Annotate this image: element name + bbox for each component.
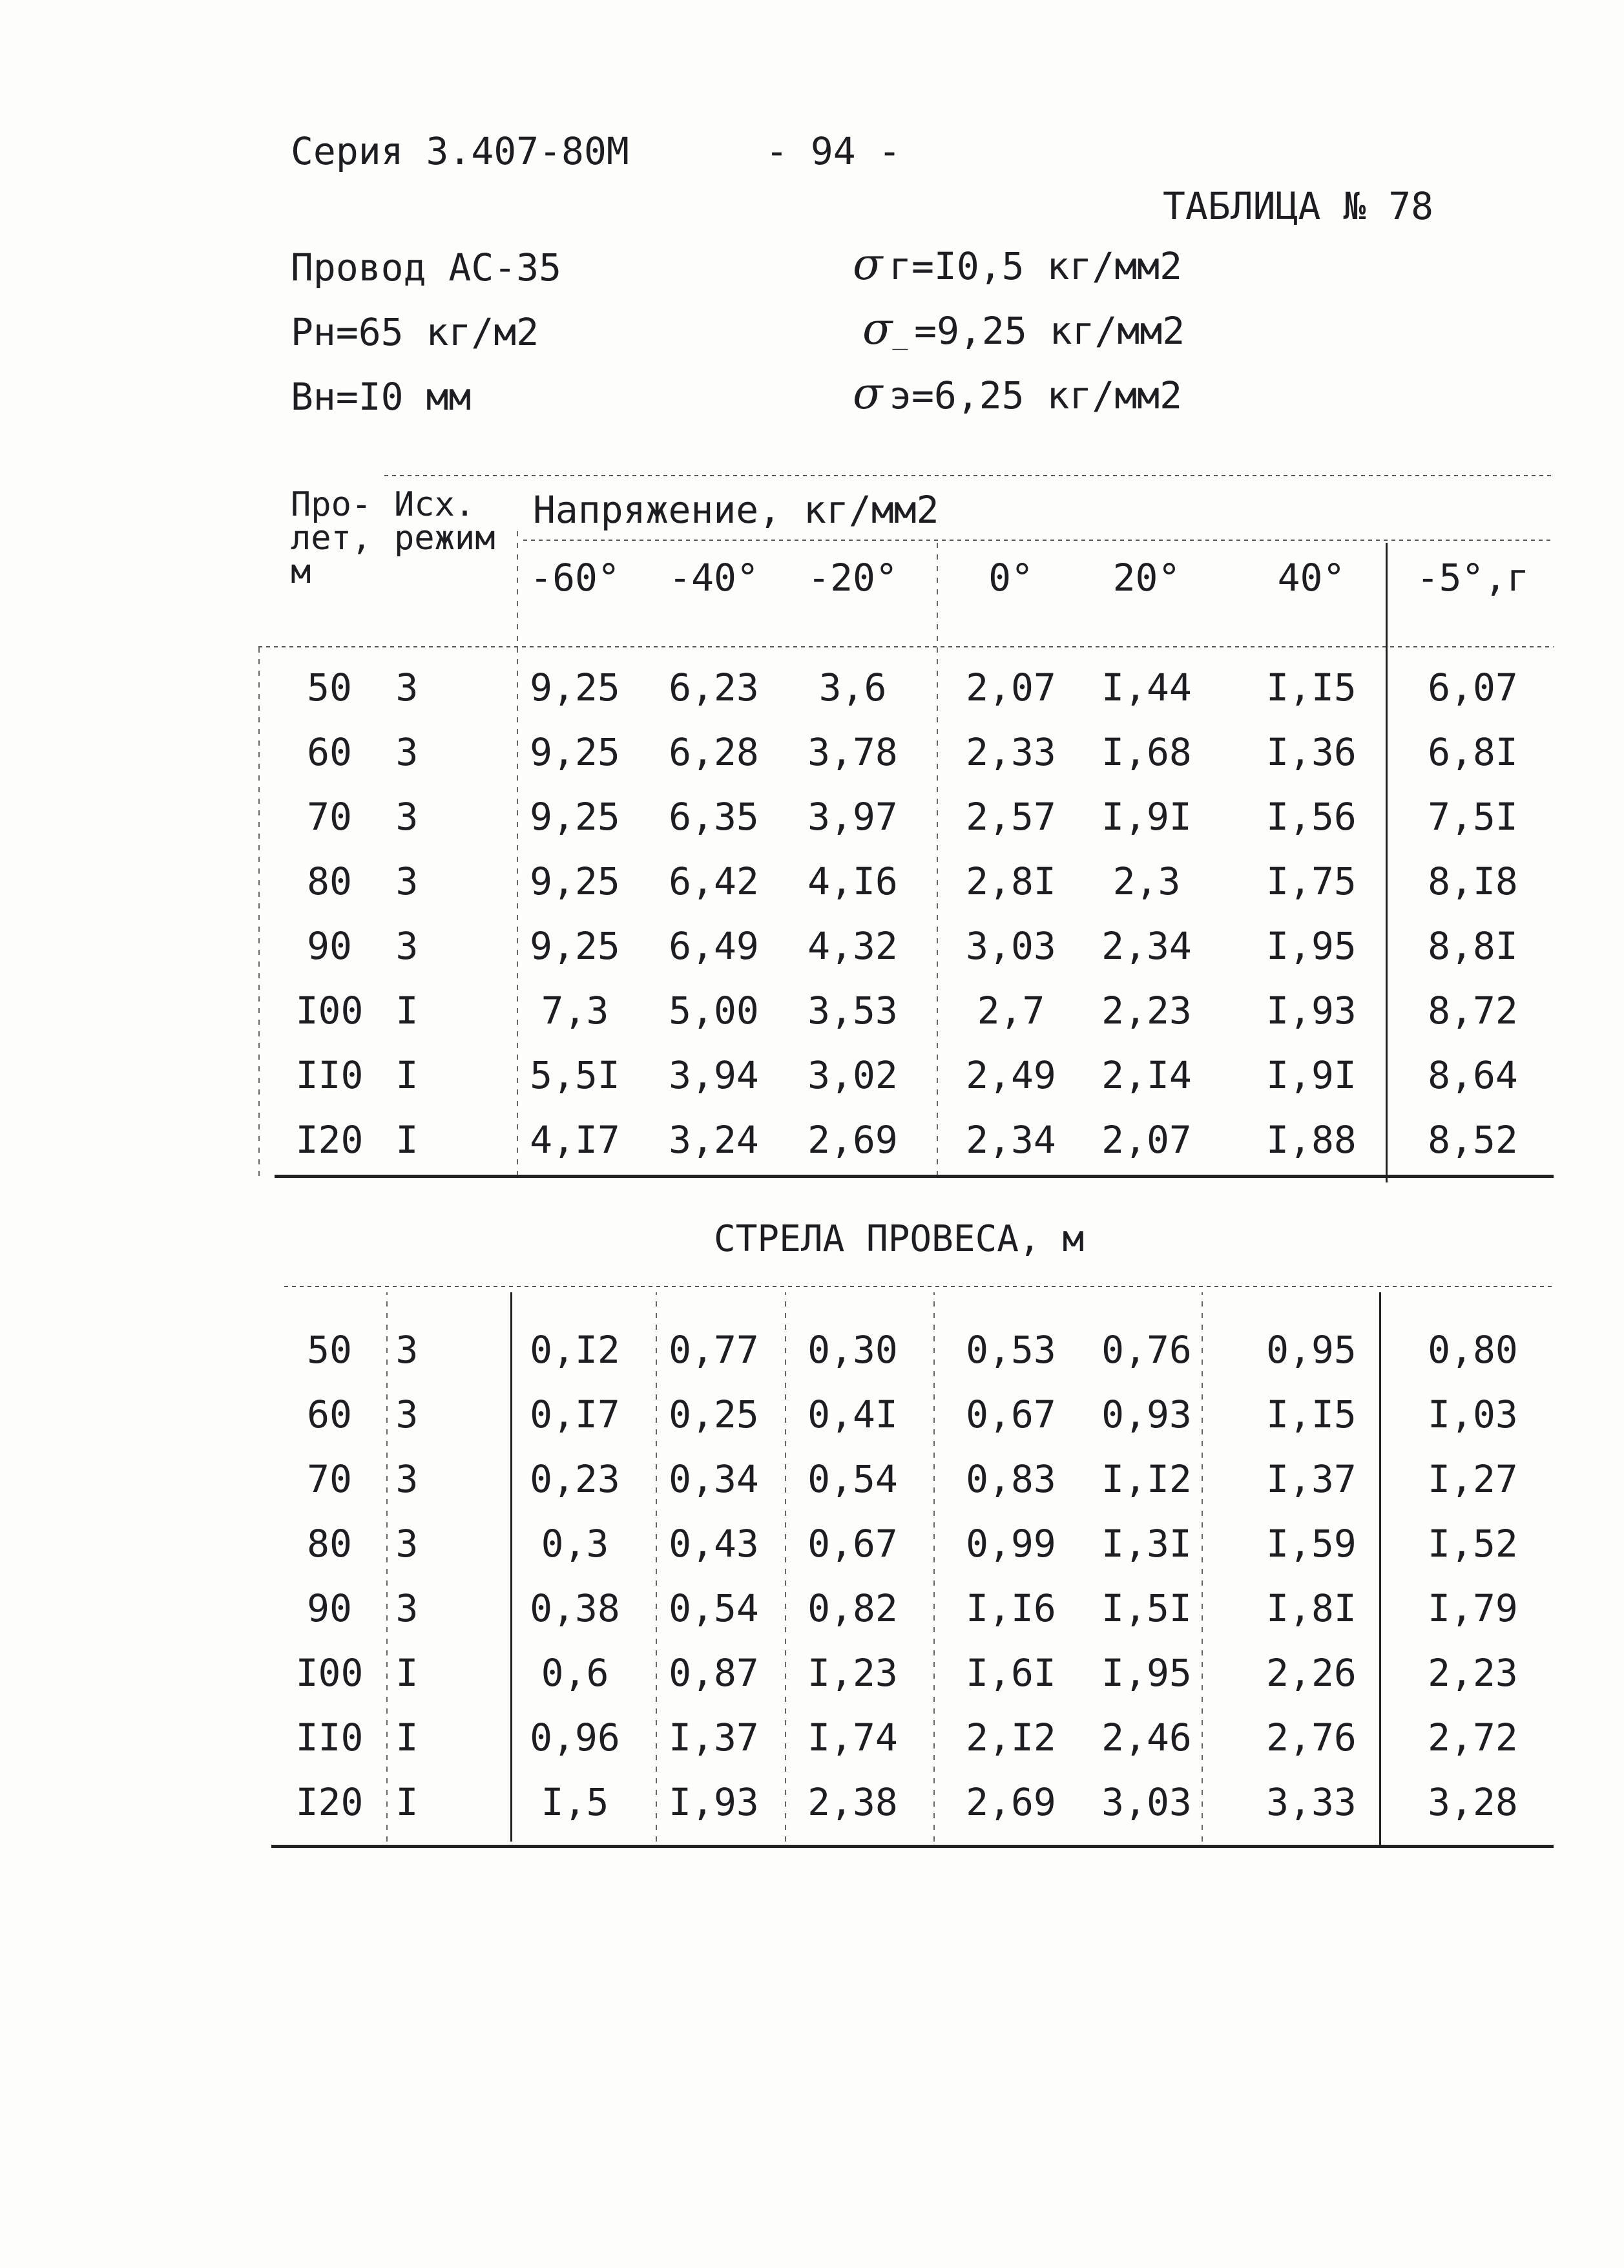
table-cell: I,74 (807, 1716, 898, 1759)
table-cell: 2,46 (1101, 1716, 1192, 1759)
table-cell: 70 (307, 1457, 352, 1501)
table-cell: 9,25 (530, 924, 620, 968)
table-cell: I,93 (1266, 989, 1357, 1033)
col-mode-header: Исх. режим (394, 485, 495, 558)
sigma-e (853, 368, 1182, 419)
table-cell: 3 (395, 1328, 419, 1372)
table-cell: 2,76 (1266, 1716, 1357, 1759)
table-cell: 0,54 (669, 1586, 759, 1630)
table-cell: I (395, 989, 419, 1033)
table-cell: 0,6 (541, 1651, 609, 1695)
table-cell: 3 (395, 1457, 419, 1501)
stress-table-bottom-rule (275, 1175, 1554, 1178)
table-cell: I,95 (1101, 1651, 1192, 1695)
wire-label: Провод АС-35 (291, 246, 562, 289)
temp-header: 20° (1112, 556, 1181, 600)
temp-header: -60° (530, 556, 620, 600)
table-cell: 0,77 (669, 1328, 759, 1372)
table-cell: I,6I (966, 1651, 1056, 1695)
table-cell: 3 (395, 666, 419, 709)
sigma-min-value: =9,25 кг/мм2 (914, 309, 1185, 353)
table-cell: 0,80 (1428, 1328, 1518, 1372)
table-cell: 0,67 (966, 1392, 1056, 1436)
col-separator (785, 1292, 786, 1842)
sigma-e-value: э=6,25 кг/мм2 (889, 373, 1183, 417)
table-cell: 6,35 (669, 795, 759, 839)
col-separator (510, 1292, 512, 1842)
table-cell: I,5I (1101, 1586, 1192, 1630)
table-top-rule (384, 475, 1554, 476)
table-cell: 8,52 (1428, 1118, 1518, 1162)
table-cell: 0,23 (530, 1457, 620, 1501)
table-cell: 50 (307, 1328, 352, 1372)
table-cell: 0,67 (807, 1522, 898, 1566)
table-cell: 0,54 (807, 1457, 898, 1501)
table-cell: 3 (395, 730, 419, 774)
table-cell: 3 (395, 795, 419, 839)
table-cell: I,59 (1266, 1522, 1357, 1566)
table-cell: I,I5 (1266, 1392, 1357, 1436)
table-cell: I,75 (1266, 859, 1357, 903)
table-cell: I,52 (1428, 1522, 1518, 1566)
table-cell: 0,76 (1101, 1328, 1192, 1372)
table-cell: I,56 (1266, 795, 1357, 839)
table-cell: 6,49 (669, 924, 759, 968)
table-cell: I (395, 1053, 419, 1097)
table-cell: 2,33 (966, 730, 1056, 774)
table-cell: 80 (307, 1522, 352, 1566)
table-cell: 8,72 (1428, 989, 1518, 1033)
table-cell: 3 (395, 1392, 419, 1436)
table-cell: 0,95 (1266, 1328, 1357, 1372)
sigma-min: σ_ =9,25 кг/мм2 (862, 304, 1185, 355)
table-cell: I,36 (1266, 730, 1357, 774)
table-cell: 2,I2 (966, 1716, 1056, 1759)
table-cell: I,5 (541, 1780, 609, 1824)
table-cell: 3 (395, 924, 419, 968)
temp-header: 40° (1277, 556, 1346, 600)
table-cell: I,3I (1101, 1522, 1192, 1566)
temp-header-rule (523, 540, 1554, 541)
table-cell: 2,26 (1266, 1651, 1357, 1695)
table-cell: 0,96 (530, 1716, 620, 1759)
table-cell: 3,33 (1266, 1780, 1357, 1824)
table-cell: 4,I7 (530, 1118, 620, 1162)
bn-label: Вн=I0 мм (291, 375, 472, 419)
table-cell: 90 (307, 1586, 352, 1630)
table-cell: 0,25 (669, 1392, 759, 1436)
table-cell: I (395, 1651, 419, 1695)
table-cell: 6,23 (669, 666, 759, 709)
table-cell: 2,7 (977, 989, 1045, 1033)
table-cell: 9,25 (530, 795, 620, 839)
table-cell: I,8I (1266, 1586, 1357, 1630)
table-cell: 9,25 (530, 859, 620, 903)
table-cell: 3,24 (669, 1118, 759, 1162)
table-cell: 3,02 (807, 1053, 898, 1097)
col-separator (1379, 1292, 1381, 1848)
table-cell: 2,3 (1112, 859, 1181, 903)
table-cell: 2,34 (1101, 924, 1192, 968)
table-cell: I,37 (1266, 1457, 1357, 1501)
table-cell: 3,6 (818, 666, 887, 709)
table-cell: 50 (307, 666, 352, 709)
sag-title: СТРЕЛА ПРОВЕСА, м (714, 1218, 1085, 1260)
table-cell: 2,69 (966, 1780, 1056, 1824)
sigma-icon: σ (853, 368, 883, 419)
table-cell: I,9I (1101, 795, 1192, 839)
table-cell: 7,5I (1428, 795, 1518, 839)
table-cell: I,37 (669, 1716, 759, 1759)
table-cell: 90 (307, 924, 352, 968)
temp-header: -40° (669, 556, 759, 600)
table-cell: I20 (295, 1780, 364, 1824)
table-cell: 7,3 (541, 989, 609, 1033)
table-cell: 0,99 (966, 1522, 1056, 1566)
table-cell: 60 (307, 730, 352, 774)
table-cell: 2,I4 (1101, 1053, 1192, 1097)
sag-table-bottom-rule (271, 1845, 1554, 1848)
table-cell: 2,23 (1101, 989, 1192, 1033)
table-cell: 3,03 (1101, 1780, 1192, 1824)
table-cell: I,I5 (1266, 666, 1357, 709)
table-cell: 0,87 (669, 1651, 759, 1695)
table-cell: 5,5I (530, 1053, 620, 1097)
sigma-icon: σ (853, 239, 883, 290)
table-cell: 2,23 (1428, 1651, 1518, 1695)
table-cell: I,23 (807, 1651, 898, 1695)
table-cell: I (395, 1780, 419, 1824)
sigma-g-value: г=I0,5 кг/мм2 (889, 244, 1183, 288)
table-cell: 2,72 (1428, 1716, 1518, 1759)
table-cell: 0,82 (807, 1586, 898, 1630)
table-cell: 5,00 (669, 989, 759, 1033)
table-cell: I,03 (1428, 1392, 1518, 1436)
table-cell: 0,I2 (530, 1328, 620, 1372)
table-cell: II0 (295, 1053, 364, 1097)
table-cell: 0,53 (966, 1328, 1056, 1372)
temp-header: -20° (807, 556, 898, 600)
table-cell: 8,I8 (1428, 859, 1518, 903)
table-cell: 4,I6 (807, 859, 898, 903)
table-cell: 6,8I (1428, 730, 1518, 774)
table-cell: 3 (395, 859, 419, 903)
table-cell: 80 (307, 859, 352, 903)
table-cell: I,9I (1266, 1053, 1357, 1097)
table-cell: I00 (295, 989, 364, 1033)
table-cell: I,95 (1266, 924, 1357, 968)
col-separator (1386, 543, 1388, 1182)
sag-top-rule (284, 1286, 1554, 1287)
table-cell: I,79 (1428, 1586, 1518, 1630)
temp-header: 0° (988, 556, 1034, 600)
page-number: - 94 - (765, 129, 901, 173)
table-cell: 4,32 (807, 924, 898, 968)
table-cell: 8,64 (1428, 1053, 1518, 1097)
table-cell: 60 (307, 1392, 352, 1436)
table-cell: 3 (395, 1522, 419, 1566)
pn-label: Рн=65 кг/м2 (291, 310, 539, 354)
table-cell: 0,34 (669, 1457, 759, 1501)
table-cell: 2,07 (1101, 1118, 1192, 1162)
table-cell: 2,07 (966, 666, 1056, 709)
table-cell: 0,38 (530, 1586, 620, 1630)
table-cell: 3 (395, 1586, 419, 1630)
table-cell: 0,3 (541, 1522, 609, 1566)
table-cell: 0,83 (966, 1457, 1056, 1501)
table-cell: 9,25 (530, 730, 620, 774)
table-cell: 0,4I (807, 1392, 898, 1436)
table-cell: I,27 (1428, 1457, 1518, 1501)
col-span-header: Про- лет, м (291, 485, 372, 591)
table-cell: 0,43 (669, 1522, 759, 1566)
table-cell: 3,94 (669, 1053, 759, 1097)
table-cell: 6,42 (669, 859, 759, 903)
table-cell: I,I2 (1101, 1457, 1192, 1501)
table-cell: 8,8I (1428, 924, 1518, 968)
table-cell: I,I6 (966, 1586, 1056, 1630)
table-cell: I20 (295, 1118, 364, 1162)
series-label: Серия 3.407-80М (291, 129, 629, 173)
table-cell: 2,38 (807, 1780, 898, 1824)
table-cell: 3,03 (966, 924, 1056, 968)
table-cell: 2,49 (966, 1053, 1056, 1097)
table-cell: 0,30 (807, 1328, 898, 1372)
table-cell: I (395, 1118, 419, 1162)
table-cell: I,68 (1101, 730, 1192, 774)
col-separator (937, 543, 938, 1176)
table-cell: 70 (307, 795, 352, 839)
table-cell: I,93 (669, 1780, 759, 1824)
table-cell: 0,93 (1101, 1392, 1192, 1436)
header-bottom-rule (258, 646, 1554, 647)
table-cell: 9,25 (530, 666, 620, 709)
table-cell: 6,07 (1428, 666, 1518, 709)
table-cell: 6,28 (669, 730, 759, 774)
table-cell: 2,57 (966, 795, 1056, 839)
sigma-g (853, 239, 1182, 290)
temp-header: -5°,г (1416, 556, 1530, 600)
table-cell: 2,69 (807, 1118, 898, 1162)
table-cell: 3,28 (1428, 1780, 1518, 1824)
table-cell: 3,53 (807, 989, 898, 1033)
table-cell: I (395, 1716, 419, 1759)
table-cell: I00 (295, 1651, 364, 1695)
sigma-icon: σ (862, 304, 893, 355)
table-cell: II0 (295, 1716, 364, 1759)
table-number: ТАБЛИЦА № 78 (1163, 184, 1434, 228)
col-separator (933, 1292, 935, 1842)
left-margin-rule (258, 646, 260, 1176)
table-cell: 3,97 (807, 795, 898, 839)
table-cell: 3,78 (807, 730, 898, 774)
stress-title: Напряжение, кг/мм2 (533, 488, 939, 532)
table-cell: 0,I7 (530, 1392, 620, 1436)
table-cell: I,88 (1266, 1118, 1357, 1162)
table-cell: I,44 (1101, 666, 1192, 709)
table-cell: 2,34 (966, 1118, 1056, 1162)
table-cell: 2,8I (966, 859, 1056, 903)
